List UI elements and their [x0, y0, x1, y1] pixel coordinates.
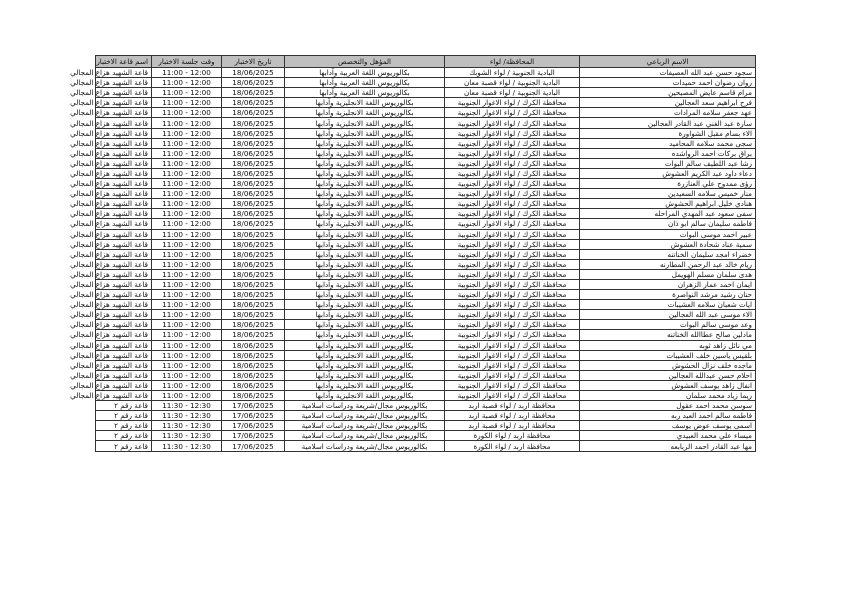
table-row	[96, 290, 756, 300]
table-row	[96, 401, 756, 411]
cell-name: وعد موسى سالم البوات	[580, 320, 756, 330]
cell-governorate: محافظة الكرك / لواء الاغوار الجنوبية	[445, 138, 580, 148]
cell-hall: قاعة رقم ٢	[96, 421, 152, 431]
cell-exam-date: 17/06/2025	[222, 411, 285, 421]
table-row	[96, 431, 756, 441]
cell-exam-date: 18/06/2025	[222, 320, 285, 330]
cell-name: سارة عبد الغني عبد القادر العجالين	[580, 118, 756, 128]
cell-exam-date: 18/06/2025	[222, 310, 285, 320]
cell-hall: قاعة الشهيد هزاع المجالي	[96, 360, 152, 370]
header-exam-date: تاريخ الاختبار	[222, 56, 285, 68]
cell-name: عهد جعفر سلامه المرادات	[580, 108, 756, 118]
table-row	[96, 199, 756, 209]
cell-qualification: بكالوريوس اللغة الانجليزية وآدابها	[285, 290, 445, 300]
cell-hall: قاعة الشهيد هزاع المجالي	[96, 239, 152, 249]
cell-session-time: 11:00 - 12:00	[152, 199, 222, 209]
cell-session-time: 11:00 - 12:00	[152, 108, 222, 118]
cell-hall: قاعة الشهيد هزاع المجالي	[96, 259, 152, 269]
table-row	[96, 98, 756, 108]
cell-name: روان رضوان احمد حميدات	[580, 78, 756, 88]
cell-hall: قاعة الشهيد هزاع المجالي	[96, 179, 152, 189]
cell-qualification: بكالوريوس اللغة الانجليزية وآدابها	[285, 350, 445, 360]
cell-session-time: 11:00 - 12:00	[152, 128, 222, 138]
cell-hall: قاعة الشهيد هزاع المجالي	[96, 380, 152, 390]
header-session-time: وقت جلسة الاختبار	[152, 56, 222, 68]
cell-hall: قاعة الشهيد هزاع المجالي	[96, 340, 152, 350]
cell-hall: قاعة الشهيد هزاع المجالي	[96, 370, 152, 380]
cell-governorate: محافظة الكرك / لواء الاغوار الجنوبية	[445, 189, 580, 199]
cell-session-time: 11:00 - 12:00	[152, 239, 222, 249]
cell-name: ميساء علي محمد العبيدي	[580, 431, 756, 441]
cell-qualification: بكالوريوس اللغة الانجليزية وآدابها	[285, 108, 445, 118]
cell-qualification: بكالوريوس اللغة الانجليزية وآدابها	[285, 300, 445, 310]
cell-qualification: بكالوريوس مجال/شريعة ودراسات اسلامية	[285, 411, 445, 421]
cell-hall: قاعة الشهيد هزاع المجالي	[96, 98, 152, 108]
cell-exam-date: 18/06/2025	[222, 168, 285, 178]
cell-exam-date: 18/06/2025	[222, 380, 285, 390]
cell-exam-date: 18/06/2025	[222, 219, 285, 229]
table-row	[96, 310, 756, 320]
document-page	[70, 55, 755, 452]
cell-session-time: 11:00 - 12:00	[152, 259, 222, 269]
cell-session-time: 11:00 - 12:00	[152, 179, 222, 189]
table-row	[96, 380, 756, 390]
cell-qualification: بكالوريوس مجال/شريعة ودراسات اسلامية	[285, 441, 445, 451]
cell-governorate: محافظة الكرك / لواء الاغوار الجنوبية	[445, 209, 580, 219]
cell-qualification: بكالوريوس اللغة الانجليزية وآدابها	[285, 370, 445, 380]
cell-governorate: محافظة اربد / لواء الكورة	[445, 441, 580, 451]
cell-session-time: 11:00 - 12:00	[152, 391, 222, 401]
table-row	[96, 209, 756, 219]
cell-session-time: 11:00 - 12:00	[152, 88, 222, 98]
cell-session-time: 11:00 - 12:00	[152, 229, 222, 239]
cell-governorate: محافظة الكرك / لواء الاغوار الجنوبية	[445, 239, 580, 249]
table-row	[96, 340, 756, 350]
cell-exam-date: 18/06/2025	[222, 239, 285, 249]
cell-name: هنادي خليل ابراهيم الحشوش	[580, 199, 756, 209]
cell-hall: قاعة الشهيد هزاع المجالي	[96, 229, 152, 239]
cell-governorate: محافظة الكرك / لواء الاغوار الجنوبية	[445, 229, 580, 239]
table-row	[96, 138, 756, 148]
table-body	[70, 68, 756, 452]
cell-governorate: محافظة الكرك / لواء الاغوار الجنوبية	[445, 350, 580, 360]
cell-name: ريما زياد محمد سلمان	[580, 391, 756, 401]
cell-hall: قاعة رقم ٢	[96, 431, 152, 441]
cell-session-time: 11:30 - 12:30	[152, 441, 222, 451]
cell-hall: قاعة الشهيد هزاع المجالي	[96, 88, 152, 98]
cell-governorate: محافظة الكرك / لواء الاغوار الجنوبية	[445, 259, 580, 269]
table-row	[96, 148, 756, 158]
cell-hall: قاعة الشهيد هزاع المجالي	[96, 350, 152, 360]
cell-governorate: محافظة الكرك / لواء الاغوار الجنوبية	[445, 391, 580, 401]
cell-name: مها عبد القادر احمد الربابعه	[580, 441, 756, 451]
cell-name: هدى سلمان مسلم الهويمل	[580, 269, 756, 279]
exam-schedule-table	[70, 55, 756, 452]
cell-qualification: بكالوريوس اللغة الانجليزية وآدابها	[285, 340, 445, 350]
header-row	[96, 56, 756, 68]
cell-exam-date: 17/06/2025	[222, 441, 285, 451]
cell-hall: قاعة الشهيد هزاع المجالي	[96, 330, 152, 340]
cell-governorate: محافظة الكرك / لواء الاغوار الجنوبية	[445, 108, 580, 118]
cell-qualification: بكالوريوس اللغة الانجليزية وآدابها	[285, 380, 445, 390]
cell-qualification: بكالوريوس اللغة الانجليزية وآدابها	[285, 128, 445, 138]
cell-session-time: 11:30 - 12:30	[152, 401, 222, 411]
cell-governorate: محافظة الكرك / لواء الاغوار الجنوبية	[445, 279, 580, 289]
cell-exam-date: 17/06/2025	[222, 431, 285, 441]
cell-governorate: محافظة الكرك / لواء الاغوار الجنوبية	[445, 340, 580, 350]
cell-qualification: بكالوريوس اللغة الانجليزية وآدابها	[285, 158, 445, 168]
table-row	[96, 360, 756, 370]
table-row	[96, 219, 756, 229]
cell-governorate: محافظة الكرك / لواء الاغوار الجنوبية	[445, 300, 580, 310]
cell-exam-date: 18/06/2025	[222, 259, 285, 269]
cell-governorate: محافظة الكرك / لواء الاغوار الجنوبية	[445, 269, 580, 279]
table-row	[96, 320, 756, 330]
cell-name: دعاء داود عبد الكريم العشوش	[580, 168, 756, 178]
cell-session-time: 11:00 - 12:00	[152, 189, 222, 199]
cell-governorate: محافظة اربد / لواء قصبة اربد	[445, 421, 580, 431]
table-header	[96, 56, 756, 68]
cell-name: مي نائل زاهد ثوبه	[580, 340, 756, 350]
cell-name: احلام حسن عبدالله العجالين	[580, 370, 756, 380]
cell-qualification: بكالوريوس اللغة الانجليزية وآدابها	[285, 148, 445, 158]
cell-qualification: بكالوريوس اللغة العربية وآدابها	[285, 78, 445, 88]
table-row	[96, 68, 756, 78]
cell-hall: قاعة الشهيد هزاع المجالي	[96, 249, 152, 259]
cell-name: مادلين صالح عطاالله الخناتنه	[580, 330, 756, 340]
cell-qualification: بكالوريوس اللغة الانجليزية وآدابها	[285, 239, 445, 249]
cell-session-time: 11:00 - 12:00	[152, 330, 222, 340]
cell-session-time: 11:00 - 12:00	[152, 148, 222, 158]
cell-name: فاطمه سالم احمد العبد ربه	[580, 411, 756, 421]
cell-name: فاطمه سليمان سالم ابو ذان	[580, 219, 756, 229]
cell-session-time: 11:00 - 12:00	[152, 98, 222, 108]
cell-exam-date: 18/06/2025	[222, 229, 285, 239]
cell-governorate: محافظة اربد / لواء قصبة اربد	[445, 411, 580, 421]
cell-session-time: 11:00 - 12:00	[152, 340, 222, 350]
cell-qualification: بكالوريوس مجال/شريعة ودراسات اسلامية	[285, 431, 445, 441]
cell-governorate: محافظة الكرك / لواء الاغوار الجنوبية	[445, 118, 580, 128]
cell-session-time: 11:30 - 12:30	[152, 411, 222, 421]
cell-qualification: بكالوريوس اللغة الانجليزية وآدابها	[285, 98, 445, 108]
cell-session-time: 11:00 - 12:00	[152, 269, 222, 279]
cell-name: عبير احمد موسى البوات	[580, 229, 756, 239]
cell-name: منار خميس سلامه السعيدين	[580, 189, 756, 199]
cell-governorate: محافظة اربد / لواء الكورة	[445, 431, 580, 441]
cell-exam-date: 18/06/2025	[222, 128, 285, 138]
cell-session-time: 11:00 - 12:00	[152, 249, 222, 259]
table-row	[96, 118, 756, 128]
cell-governorate: محافظة الكرك / لواء الاغوار الجنوبية	[445, 168, 580, 178]
cell-hall: قاعة الشهيد هزاع المجالي	[96, 108, 152, 118]
cell-hall: قاعة الشهيد هزاع المجالي	[96, 68, 152, 78]
cell-governorate: محافظة الكرك / لواء الاغوار الجنوبية	[445, 199, 580, 209]
table-row	[96, 88, 756, 98]
cell-session-time: 11:00 - 12:00	[152, 300, 222, 310]
cell-qualification: بكالوريوس اللغة الانجليزية وآدابها	[285, 279, 445, 289]
cell-session-time: 11:00 - 12:00	[152, 380, 222, 390]
cell-governorate: البادية الجنوبية / لواء قصبة معان	[445, 78, 580, 88]
cell-exam-date: 18/06/2025	[222, 391, 285, 401]
cell-qualification: بكالوريوس اللغة الانجليزية وآدابها	[285, 360, 445, 370]
cell-session-time: 11:00 - 12:00	[152, 138, 222, 148]
cell-session-time: 11:00 - 12:00	[152, 350, 222, 360]
cell-session-time: 11:00 - 12:00	[152, 219, 222, 229]
cell-qualification: بكالوريوس اللغة الانجليزية وآدابها	[285, 269, 445, 279]
cell-exam-date: 18/06/2025	[222, 189, 285, 199]
cell-qualification: بكالوريوس اللغة الانجليزية وآدابها	[285, 199, 445, 209]
cell-hall: قاعة الشهيد هزاع المجالي	[96, 78, 152, 88]
table-row	[96, 300, 756, 310]
table-row	[96, 391, 756, 401]
cell-exam-date: 18/06/2025	[222, 370, 285, 380]
cell-name: ماجده خلف نزال الحشوش	[580, 360, 756, 370]
cell-governorate: محافظة الكرك / لواء الاغوار الجنوبية	[445, 320, 580, 330]
cell-name: انفال زاهد يوسف العشوش	[580, 380, 756, 390]
cell-name: ريام خالد عبد الرحمن المطارنه	[580, 259, 756, 269]
cell-hall: قاعة الشهيد هزاع المجالي	[96, 189, 152, 199]
cell-qualification: بكالوريوس اللغة الانجليزية وآدابها	[285, 118, 445, 128]
cell-exam-date: 18/06/2025	[222, 290, 285, 300]
cell-qualification: بكالوريوس اللغة الانجليزية وآدابها	[285, 138, 445, 148]
cell-name: ايات شعبان سلامه العشيبات	[580, 300, 756, 310]
cell-qualification: بكالوريوس اللغة الانجليزية وآدابها	[285, 219, 445, 229]
cell-session-time: 11:00 - 12:00	[152, 118, 222, 128]
table-row	[96, 249, 756, 259]
cell-hall: قاعة الشهيد هزاع المجالي	[96, 118, 152, 128]
cell-qualification: بكالوريوس اللغة الانجليزية وآدابها	[285, 179, 445, 189]
cell-exam-date: 18/06/2025	[222, 148, 285, 158]
cell-hall: قاعة الشهيد هزاع المجالي	[96, 290, 152, 300]
cell-hall: قاعة الشهيد هزاع المجالي	[96, 391, 152, 401]
table-row	[96, 421, 756, 431]
cell-governorate: محافظة الكرك / لواء الاغوار الجنوبية	[445, 128, 580, 138]
header-qualification: المؤهل والتخصص	[285, 56, 445, 68]
cell-session-time: 11:30 - 12:30	[152, 431, 222, 441]
table-row	[96, 229, 756, 239]
table-row	[96, 108, 756, 118]
cell-session-time: 11:00 - 12:00	[152, 290, 222, 300]
cell-hall: قاعة الشهيد هزاع المجالي	[96, 168, 152, 178]
table-row	[96, 269, 756, 279]
cell-governorate: محافظة اربد / لواء قصبة اربد	[445, 401, 580, 411]
cell-qualification: بكالوريوس اللغة الانجليزية وآدابها	[285, 391, 445, 401]
table-row	[96, 168, 756, 178]
cell-governorate: محافظة الكرك / لواء الاغوار الجنوبية	[445, 219, 580, 229]
cell-session-time: 11:00 - 12:00	[152, 68, 222, 78]
table-row	[96, 189, 756, 199]
cell-governorate: محافظة الكرك / لواء الاغوار الجنوبية	[445, 98, 580, 108]
cell-governorate: محافظة الكرك / لواء الاغوار الجنوبية	[445, 360, 580, 370]
cell-hall: قاعة الشهيد هزاع المجالي	[96, 300, 152, 310]
cell-exam-date: 18/06/2025	[222, 340, 285, 350]
cell-hall: قاعة الشهيد هزاع المجالي	[96, 158, 152, 168]
cell-governorate: محافظة الكرك / لواء الاغوار الجنوبية	[445, 249, 580, 259]
cell-governorate: البادية الجنوبية / لواء قصبة معان	[445, 88, 580, 98]
cell-exam-date: 18/06/2025	[222, 138, 285, 148]
cell-qualification: بكالوريوس اللغة الانجليزية وآدابها	[285, 320, 445, 330]
cell-session-time: 11:30 - 12:30	[152, 421, 222, 431]
cell-governorate: محافظة الكرك / لواء الاغوار الجنوبية	[445, 380, 580, 390]
cell-hall: قاعة الشهيد هزاع المجالي	[96, 209, 152, 219]
table-row	[96, 128, 756, 138]
cell-name: سمية عناد شحادة العشوش	[580, 239, 756, 249]
table-row	[96, 370, 756, 380]
cell-name: سوسن محمد احمد عقول	[580, 401, 756, 411]
cell-name: سجود حسن عبد الله العصيفات	[580, 68, 756, 78]
cell-name: رشا عبد اللطيف سالم البوات	[580, 158, 756, 168]
table-row	[96, 350, 756, 360]
cell-exam-date: 18/06/2025	[222, 360, 285, 370]
cell-exam-date: 18/06/2025	[222, 209, 285, 219]
cell-hall: قاعة الشهيد هزاع المجالي	[96, 279, 152, 289]
cell-exam-date: 17/06/2025	[222, 421, 285, 431]
cell-name: سفى سعود عبد المهدي المراحله	[580, 209, 756, 219]
cell-session-time: 11:00 - 12:00	[152, 310, 222, 320]
header-governorate: المحافظة/ لواء	[445, 56, 580, 68]
cell-exam-date: 18/06/2025	[222, 179, 285, 189]
cell-exam-date: 18/06/2025	[222, 269, 285, 279]
table-row	[96, 158, 756, 168]
cell-governorate: محافظة الكرك / لواء الاغوار الجنوبية	[445, 310, 580, 320]
cell-name: رؤى ممدوح علي العنازرة	[580, 179, 756, 189]
cell-governorate: محافظة الكرك / لواء الاغوار الجنوبية	[445, 330, 580, 340]
cell-session-time: 11:00 - 12:00	[152, 370, 222, 380]
cell-exam-date: 18/06/2025	[222, 78, 285, 88]
cell-governorate: محافظة الكرك / لواء الاغوار الجنوبية	[445, 290, 580, 300]
cell-exam-date: 18/06/2025	[222, 350, 285, 360]
cell-session-time: 11:00 - 12:00	[152, 158, 222, 168]
cell-qualification: بكالوريوس اللغة الانجليزية وآدابها	[285, 229, 445, 239]
cell-session-time: 11:00 - 12:00	[152, 360, 222, 370]
cell-session-time: 11:00 - 12:00	[152, 78, 222, 88]
cell-exam-date: 18/06/2025	[222, 249, 285, 259]
cell-name: ايمان احمد عمار الزهران	[580, 279, 756, 289]
cell-session-time: 11:00 - 12:00	[152, 209, 222, 219]
cell-session-time: 11:00 - 12:00	[152, 279, 222, 289]
cell-exam-date: 18/06/2025	[222, 108, 285, 118]
cell-exam-date: 18/06/2025	[222, 199, 285, 209]
cell-qualification: بكالوريوس مجال/شريعة ودراسات اسلامية	[285, 421, 445, 431]
cell-exam-date: 18/06/2025	[222, 98, 285, 108]
cell-governorate: محافظة الكرك / لواء الاغوار الجنوبية	[445, 158, 580, 168]
cell-qualification: بكالوريوس اللغة الانجليزية وآدابها	[285, 249, 445, 259]
table-row	[96, 441, 756, 451]
cell-qualification: بكالوريوس اللغة الانجليزية وآدابها	[285, 310, 445, 320]
cell-exam-date: 18/06/2025	[222, 68, 285, 78]
cell-qualification: بكالوريوس اللغة الانجليزية وآدابها	[285, 259, 445, 269]
cell-governorate: محافظة الكرك / لواء الاغوار الجنوبية	[445, 179, 580, 189]
cell-name: مرام قاسم عايض المصيحين	[580, 88, 756, 98]
cell-name: بلقيس ياسين خلف العشيبات	[580, 350, 756, 360]
cell-hall: قاعة الشهيد هزاع المجالي	[96, 320, 152, 330]
cell-name: براق بركات احمد الرواشده	[580, 148, 756, 158]
cell-name: الاء موسى عبد الله العجالين	[580, 310, 756, 320]
cell-hall: قاعة الشهيد هزاع المجالي	[96, 219, 152, 229]
table-row	[96, 239, 756, 249]
table-row	[96, 279, 756, 289]
header-hall: اسم قاعة الاختبار	[96, 56, 152, 68]
cell-exam-date: 18/06/2025	[222, 88, 285, 98]
cell-hall: قاعة الشهيد هزاع المجالي	[96, 199, 152, 209]
cell-name: اسمى يوسف عوض يوسف	[580, 421, 756, 431]
cell-name: خضراء امجد سليمان الخناتنه	[580, 249, 756, 259]
cell-exam-date: 18/06/2025	[222, 158, 285, 168]
cell-exam-date: 17/06/2025	[222, 401, 285, 411]
header-name: الاسم الرباعي	[580, 56, 756, 68]
cell-name: الاء بسام مقبل الشواورة	[580, 128, 756, 138]
table-row	[96, 259, 756, 269]
cell-qualification: بكالوريوس اللغة الانجليزية وآدابها	[285, 330, 445, 340]
cell-qualification: بكالوريوس اللغة العربية وآدابها	[285, 68, 445, 78]
cell-session-time: 11:00 - 12:00	[152, 168, 222, 178]
cell-qualification: بكالوريوس اللغة العربية وآدابها	[285, 88, 445, 98]
cell-qualification: بكالوريوس اللغة الانجليزية وآدابها	[285, 189, 445, 199]
cell-exam-date: 18/06/2025	[222, 279, 285, 289]
cell-hall: قاعة الشهيد هزاع المجالي	[96, 310, 152, 320]
cell-qualification: بكالوريوس اللغة الانجليزية وآدابها	[285, 209, 445, 219]
table-row	[96, 411, 756, 421]
cell-qualification: بكالوريوس اللغة الانجليزية وآدابها	[285, 168, 445, 178]
table-row	[96, 179, 756, 189]
cell-session-time: 11:00 - 12:00	[152, 320, 222, 330]
cell-name: حنان رشيد مرشد النواصرة	[580, 290, 756, 300]
cell-name: سجى محمد سلامه المحاميد	[580, 138, 756, 148]
cell-exam-date: 18/06/2025	[222, 330, 285, 340]
cell-governorate: البادية الجنوبية / لواء الشوبك	[445, 68, 580, 78]
cell-governorate: محافظة الكرك / لواء الاغوار الجنوبية	[445, 148, 580, 158]
cell-hall: قاعة رقم ٢	[96, 401, 152, 411]
cell-exam-date: 18/06/2025	[222, 300, 285, 310]
cell-name: فرح ابراهيم سعد العجالين	[580, 98, 756, 108]
cell-governorate: محافظة الكرك / لواء الاغوار الجنوبية	[445, 370, 580, 380]
cell-hall: قاعة الشهيد هزاع المجالي	[96, 269, 152, 279]
cell-qualification: بكالوريوس مجال/شريعة ودراسات اسلامية	[285, 401, 445, 411]
table-row	[96, 330, 756, 340]
cell-hall: قاعة رقم ٢	[96, 441, 152, 451]
cell-hall: قاعة الشهيد هزاع المجالي	[96, 138, 152, 148]
cell-hall: قاعة الشهيد هزاع المجالي	[96, 148, 152, 158]
cell-hall: قاعة رقم ٢	[96, 411, 152, 421]
cell-exam-date: 18/06/2025	[222, 118, 285, 128]
table-row	[96, 78, 756, 88]
cell-hall: قاعة الشهيد هزاع المجالي	[96, 128, 152, 138]
